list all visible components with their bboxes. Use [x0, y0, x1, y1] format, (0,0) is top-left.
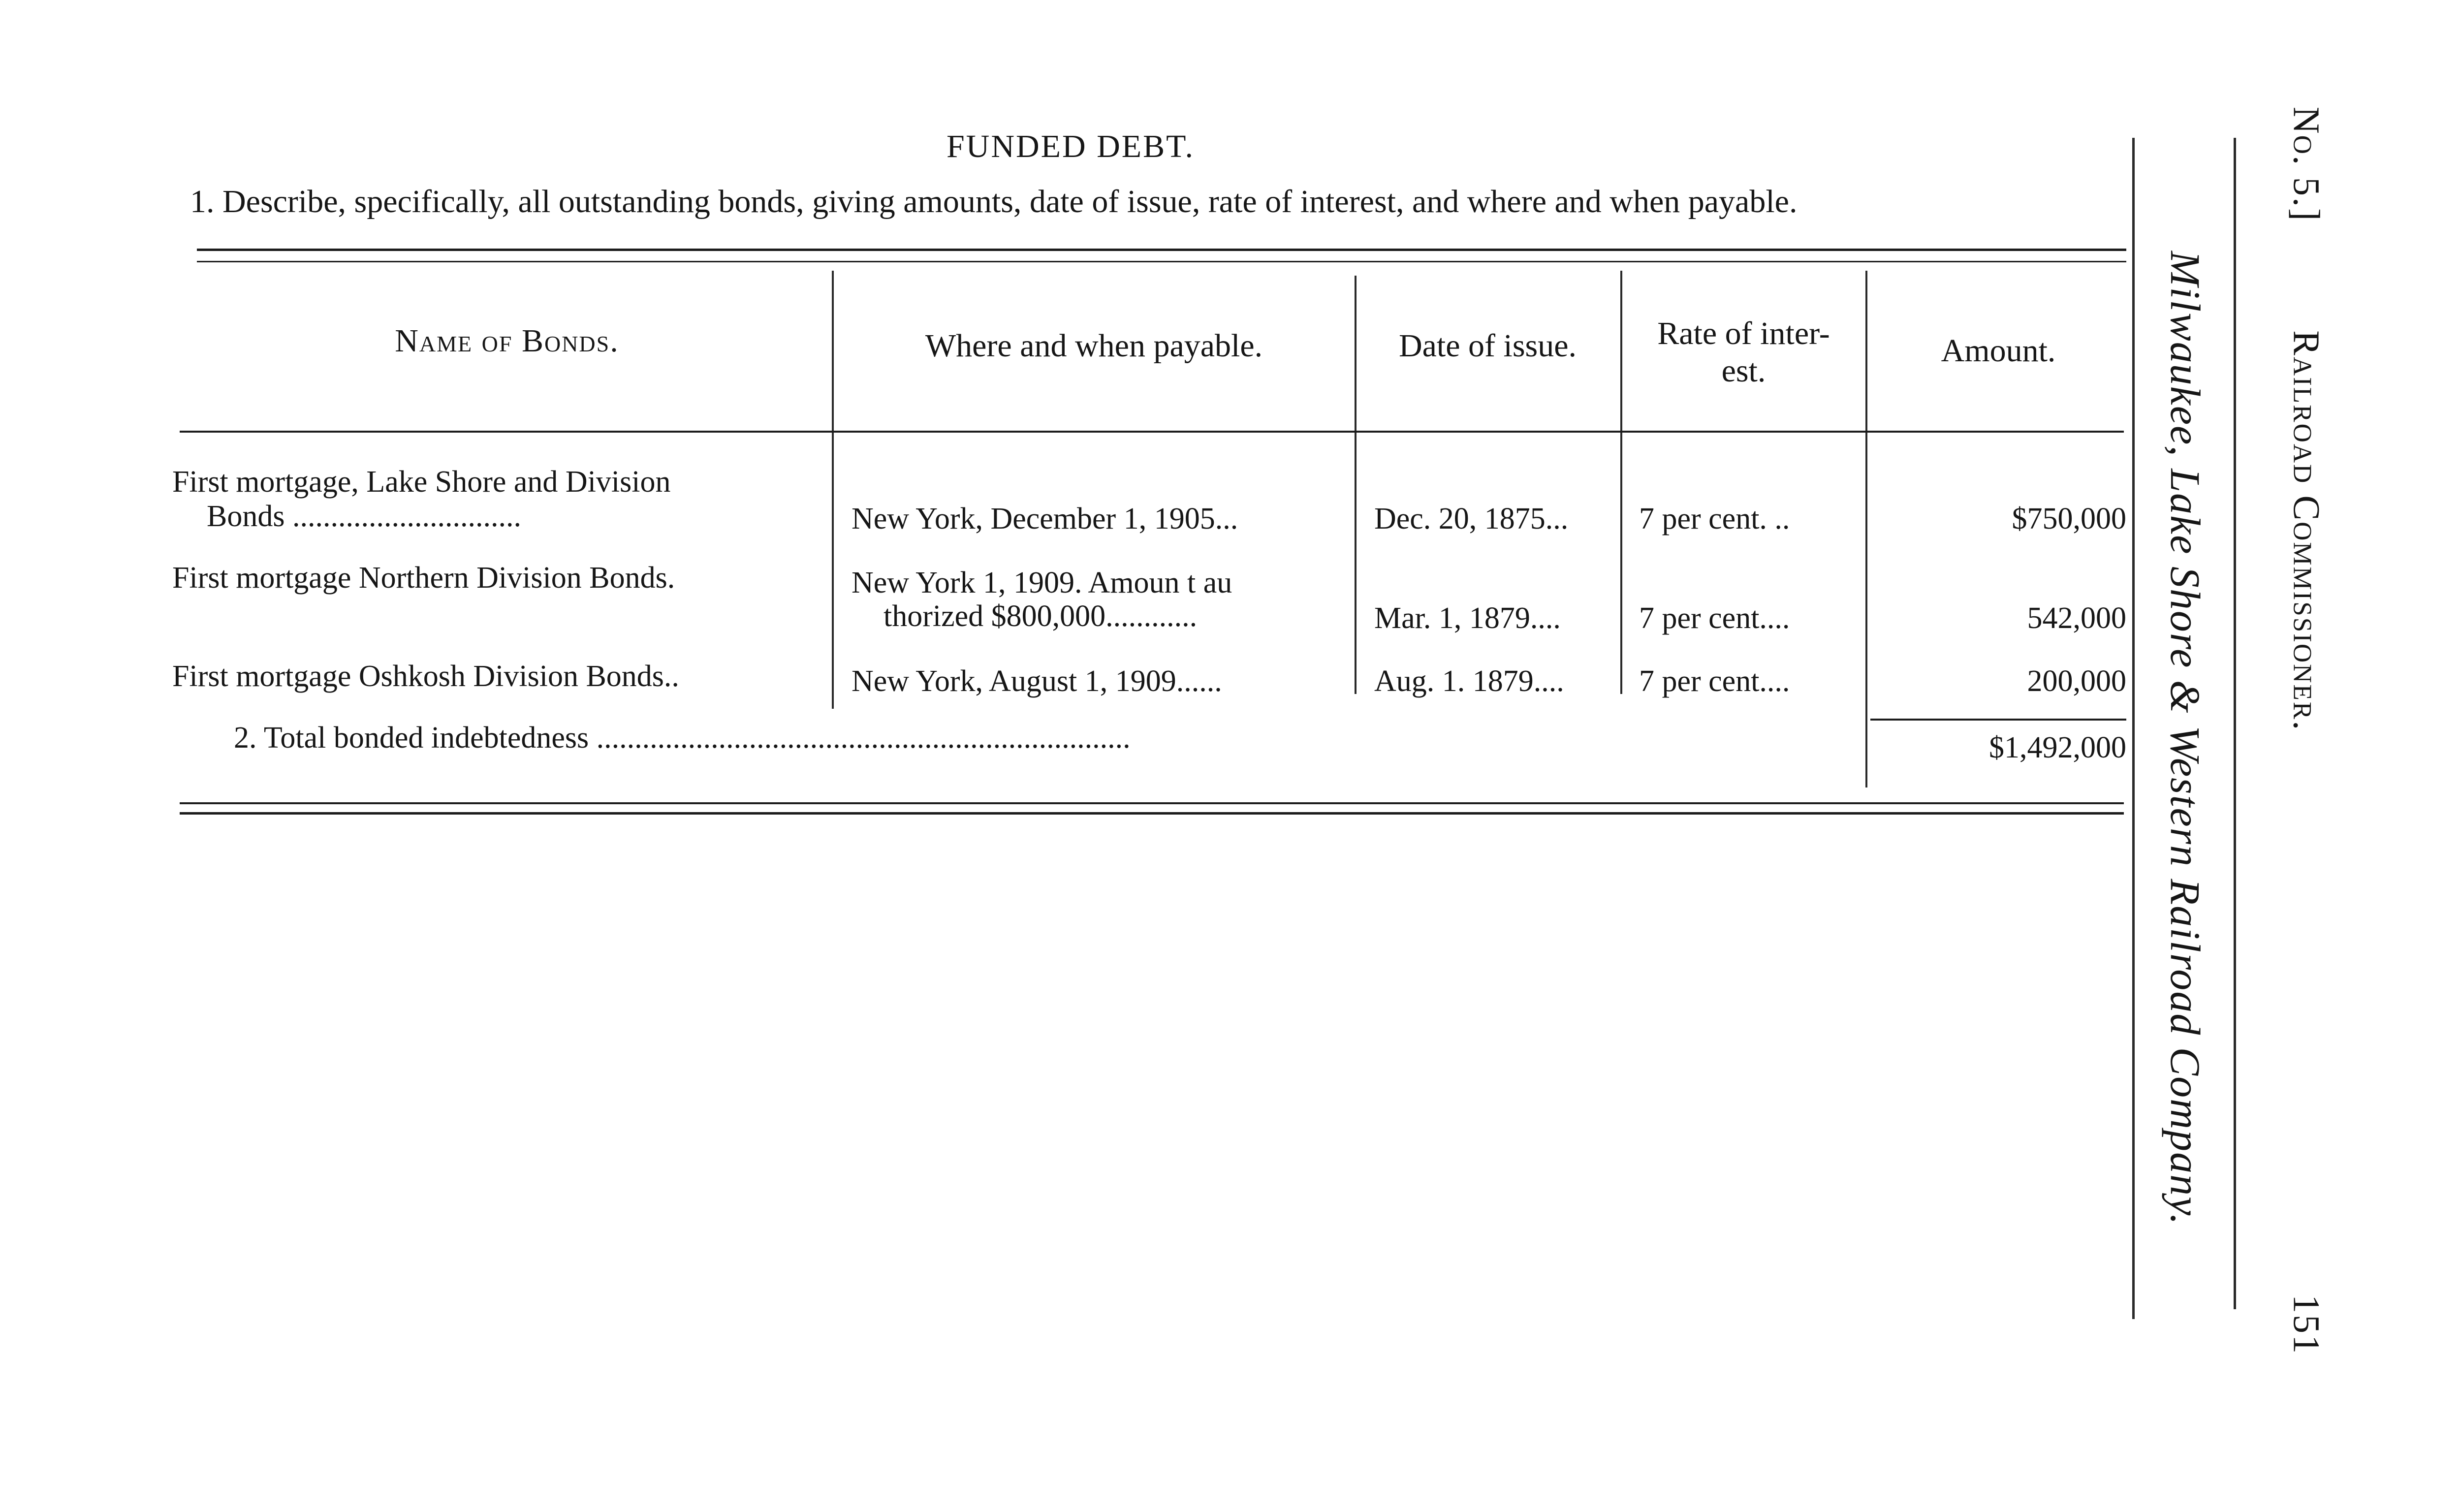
row2-date: Mar. 1, 1879....	[1374, 601, 1561, 635]
total-amount: $1,492,000	[1989, 731, 2126, 764]
header-rule	[180, 431, 2124, 433]
col-divider-4	[1865, 271, 1867, 788]
col-divider-2	[1355, 276, 1357, 694]
row1-date: Dec. 20, 1875...	[1374, 502, 1569, 536]
bottom-rule-1	[180, 802, 2124, 804]
row1-name-line2: Bonds ..............................	[207, 500, 521, 533]
row1-name-line1: First mortgage, Lake Shore and Division	[172, 465, 671, 499]
header-where-when-payable: Where and when payable.	[925, 328, 1263, 364]
header-amount: Amount.	[1941, 333, 2056, 369]
page-title: FUNDED DEBT.	[946, 128, 1195, 164]
row2-amount: 542,000	[2027, 601, 2126, 635]
row2-name: First mortgage Northern Division Bonds.	[172, 561, 675, 595]
row1-rate: 7 per cent. ..	[1639, 502, 1790, 536]
margin-rule-outer	[2234, 138, 2236, 1309]
running-head-block	[2279, 106, 2333, 1355]
margin-rule-inner	[2132, 138, 2135, 1319]
header-rate-of-interest	[1624, 315, 1863, 390]
top-rule-1	[197, 249, 2126, 251]
col-divider-3	[1620, 271, 1622, 694]
running-head: No. 5.] Railroad Commissioner. 151	[2285, 106, 2327, 1355]
company-name: Milwaukee, Lake Shore & Western Railroad Company.	[2162, 251, 2209, 1226]
row3-name: First mortgage Oshkosh Division Bonds..	[172, 660, 679, 693]
row2-where-line2: thorized $800,000............	[883, 599, 1198, 633]
row3-rate: 7 per cent....	[1639, 664, 1790, 698]
row2-where-line1: New York 1, 1909. Amoun t au	[852, 566, 1232, 599]
row1-where: New York, December 1, 1905...	[852, 502, 1238, 536]
header-date-of-issue: Date of issue.	[1398, 328, 1577, 364]
row2-rate: 7 per cent....	[1639, 601, 1790, 635]
company-name-block	[2156, 197, 2215, 1280]
row3-amount: 200,000	[2027, 664, 2126, 698]
total-label: 2. Total bonded indebtedness ......................................................................	[234, 721, 1131, 755]
header-rate-line1: Rate of inter-	[1657, 315, 1830, 351]
row3-date: Aug. 1. 1879....	[1374, 664, 1564, 698]
header-rate-line2: est.	[1721, 352, 1766, 389]
row3-where: New York, August 1, 1909......	[852, 664, 1222, 698]
instruction-text: 1. Describe, specifically, all outstanding bonds, giving amounts, date of issue, rate of interest, and where and when payable.	[190, 184, 1798, 220]
header-name-of-bonds: Name of Bonds.	[395, 323, 619, 359]
top-rule-2	[197, 261, 2126, 262]
col-divider-1	[832, 271, 834, 709]
row1-amount: $750,000	[2012, 502, 2126, 536]
bottom-rule-2	[180, 812, 2124, 815]
sum-rule	[1870, 719, 2126, 721]
